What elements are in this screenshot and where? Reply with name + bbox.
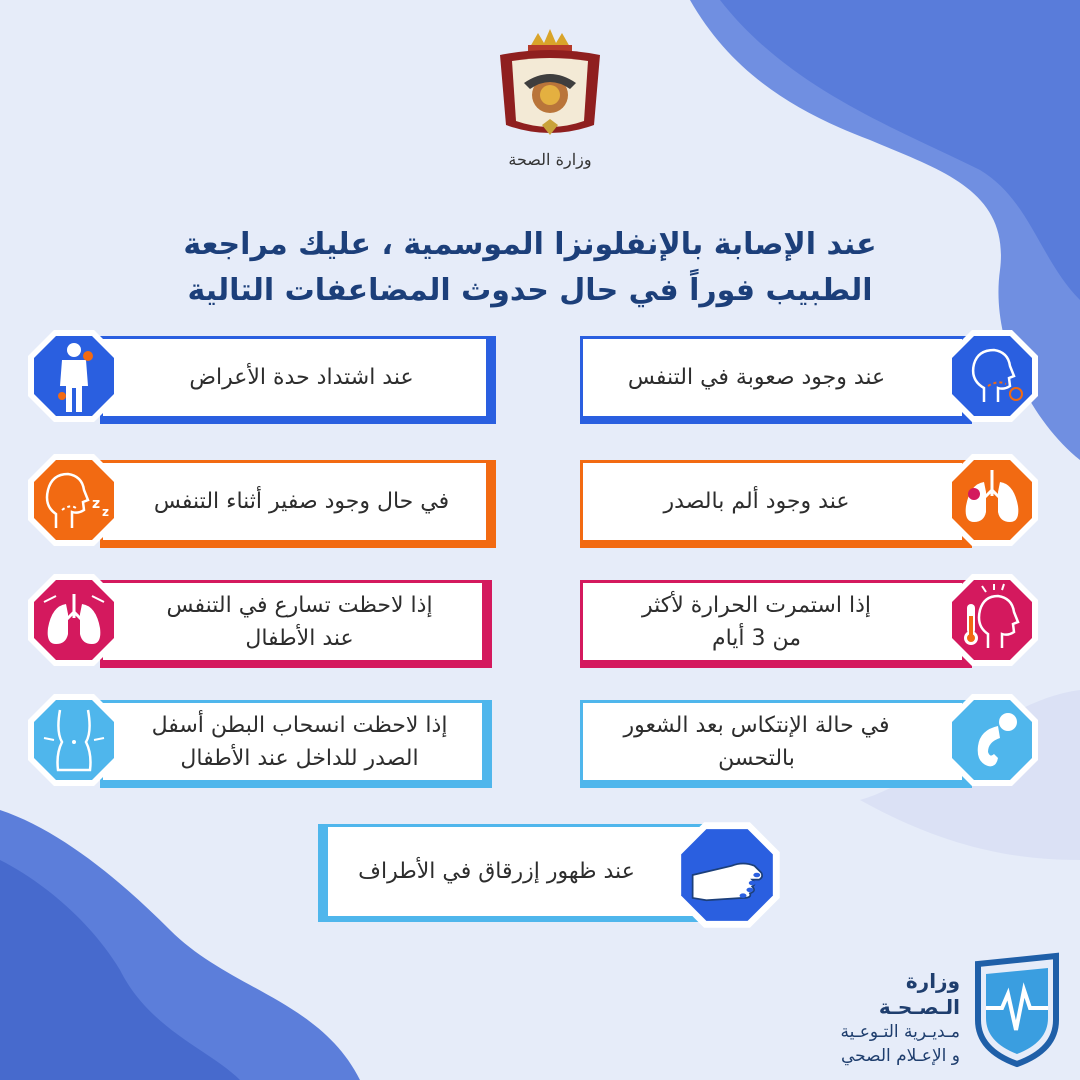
card-chest-pain: [580, 460, 972, 548]
card-fever: [580, 580, 972, 668]
card-text-line-1: إذا استمرت الحرارة لأكثر: [642, 592, 871, 618]
title-line-1: عند الإصابة بالإنفلونزا الموسمية ، عليك مراجعة: [183, 227, 877, 262]
shield-heartbeat-icon: [972, 950, 1062, 1068]
head-wheeze-icon: [26, 452, 122, 548]
card-text-line-1: إذا لاحظت تسارع في التنفس: [166, 592, 433, 618]
card-text: [123, 583, 476, 660]
body-pain-icon: [26, 328, 122, 424]
card-relapse: [580, 700, 972, 788]
svg-text:z: z: [102, 505, 109, 519]
card-text: عند ظهور إزرقاق في الأطراف: [358, 859, 635, 884]
card-wheezing: [100, 460, 496, 548]
brand-line-2: مـديـرية التـوعـية: [840, 1022, 960, 1042]
card-cyanosis: [318, 824, 722, 922]
thermometer-head-icon: [944, 572, 1040, 668]
card-text-line-1: إذا لاحظت انسحاب البطن أسفل: [151, 712, 448, 738]
card-text-line-2: الصدر للداخل عند الأطفال: [180, 745, 419, 771]
card-text: عند اشتداد حدة الأعراض: [189, 365, 414, 390]
ministry-brand: [820, 968, 960, 1068]
page-title: [150, 222, 910, 314]
card-text-line-2: عند الأطفال: [245, 625, 354, 651]
head-breathing-icon: [944, 328, 1040, 424]
card-text: في حال وجود صفير أثناء التنفس: [153, 489, 450, 514]
card-worsening-symptoms: [100, 336, 496, 424]
card-rapid-breathing: [100, 580, 492, 668]
royal-emblem-icon: [490, 25, 610, 155]
card-text: [123, 703, 476, 780]
abdomen-icon: [26, 692, 122, 788]
card-text-line-2: من 3 أيام: [711, 625, 802, 651]
brand-line-3: و الإعـلام الصحي: [840, 1046, 960, 1066]
lungs-pain-icon: [944, 452, 1040, 548]
emblem-caption: وزارة الصحة: [508, 150, 592, 169]
card-chest-retraction: [100, 700, 492, 788]
card-text-line-2: بالتحسن: [718, 745, 795, 771]
card-text-line-1: في حالة الإنتكاس بعد الشعور: [623, 712, 890, 738]
brand-line-1: وزارة الـصـحـة: [878, 969, 960, 1019]
title-line-2: الطبيب فوراً في حال حدوث المضاعفات التالية: [187, 273, 873, 308]
svg-text:z: z: [92, 496, 101, 512]
lungs-icon: [26, 572, 122, 668]
card-text: [589, 583, 924, 660]
card-text: عند وجود ألم بالصدر: [663, 489, 850, 514]
relapse-figure-icon: [944, 692, 1040, 788]
card-breathing-difficulty: [580, 336, 972, 424]
card-text: عند وجود صعوبة في التنفس: [627, 365, 886, 390]
card-text: [589, 703, 924, 780]
blue-hand-icon: [672, 820, 782, 930]
